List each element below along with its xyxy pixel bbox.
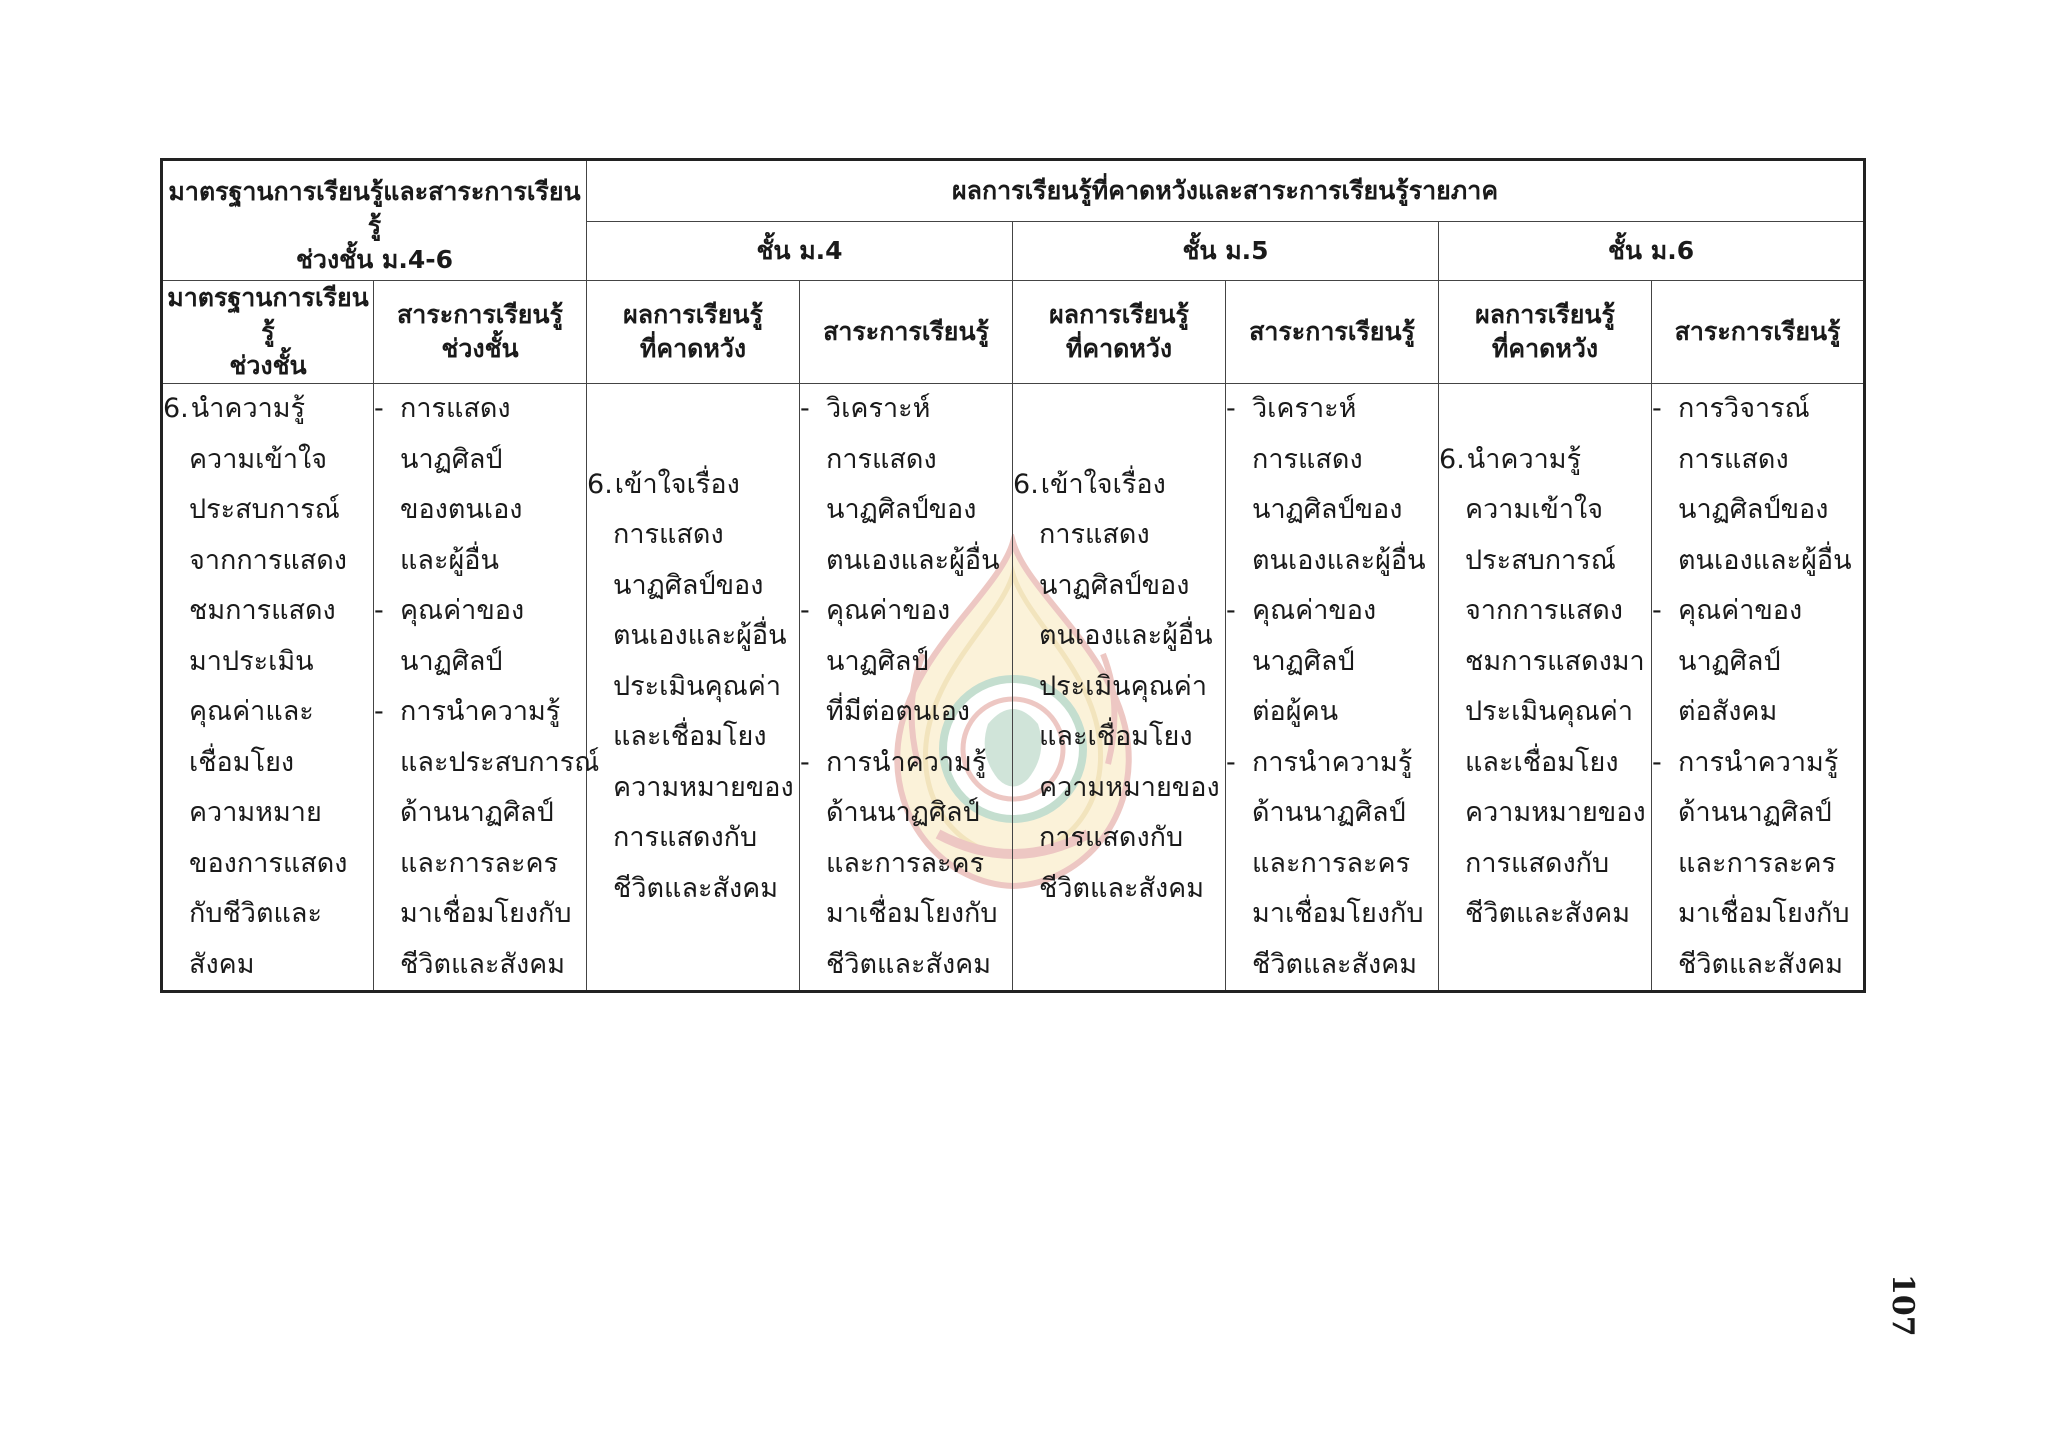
bullet-item	[1226, 586, 1438, 738]
subheader-standard	[162, 281, 374, 384]
subheader-m6-content: สาระการเรียนรู้	[1652, 281, 1865, 384]
item-line	[1013, 460, 1225, 511]
bullet-marker: -	[1652, 595, 1662, 626]
header-expected-outcomes: ผลการเรียนรู้ที่คาดหวังและสาระการเรียนรู้รายภาค	[587, 160, 1865, 222]
bullet-line: การแสดง	[400, 393, 511, 424]
bullet-line: การแสดง	[1678, 443, 1789, 475]
bullet-line: นาฏศิลป์	[400, 645, 503, 677]
bullet-line: การวิจารณ์	[1678, 393, 1810, 424]
bullet-marker: -	[1652, 746, 1662, 778]
bullet-line: การนำความรู้	[400, 696, 561, 727]
subheader-m5-content: สาระการเรียนรู้	[1226, 281, 1439, 384]
bullet-line: คุณค่าของ	[826, 595, 951, 626]
item-text: เข้าใจเรื่อง	[1040, 468, 1166, 500]
subheader-outcome-line-2: ที่คาดหวัง	[1491, 334, 1599, 363]
bullet-line: ของตนเอง	[400, 494, 523, 525]
bullet-marker: -	[800, 595, 810, 626]
bullet-line: ที่มีต่อตนเอง	[826, 696, 970, 727]
bullet-item	[374, 687, 600, 990]
bullet-line: ชีวิตและสังคม	[400, 948, 565, 980]
bullet-line: ด้านนาฏศิลป์	[826, 797, 980, 828]
subheader-m4-content: สาระการเรียนรู้	[800, 281, 1013, 384]
bullet-marker: -	[1652, 393, 1662, 424]
bullet-line: ชีวิตและสังคม	[1252, 948, 1418, 980]
header-grade-m4: ชั้น ม.4	[587, 222, 1013, 281]
bullet-line: นาฏศิลป์	[1252, 645, 1355, 677]
bullet-line: มาเชื่อมโยงกับ	[400, 898, 572, 929]
item-line: ประสบการณ์	[1465, 544, 1616, 576]
bullet-marker: -	[800, 746, 810, 778]
bullet-item	[1226, 738, 1438, 991]
bullet-line: มาเชื่อมโยงกับ	[1678, 898, 1850, 929]
bullet-line: ต่อผู้คน	[1252, 696, 1339, 727]
item-line: ความหมายของ	[613, 771, 794, 803]
bullet-line: การนำความรู้	[1678, 746, 1839, 778]
subheader-content-range-line-1: สาระการเรียนรู้	[397, 300, 563, 329]
page-number: 107	[1885, 1274, 1920, 1337]
cell-m5-content	[1226, 384, 1439, 992]
item-text: นำความรู้	[1466, 443, 1582, 475]
subheader-m6-outcome	[1439, 281, 1652, 384]
bullet-line: การนำความรู้	[1252, 746, 1413, 778]
bullet-line: ชีวิตและสังคม	[1678, 948, 1844, 980]
item-number: 6.	[587, 468, 613, 500]
header-standards-content	[162, 160, 587, 281]
subheader-outcome-line-1: ผลการเรียนรู้	[1475, 300, 1615, 329]
item-line: การแสดงกับ	[1465, 847, 1610, 879]
item-line: นาฏศิลป์ของ	[613, 569, 764, 601]
item-line: ของการแสดง	[189, 847, 348, 879]
bullet-line: มาเชื่อมโยงกับ	[826, 898, 998, 929]
bullet-marker: -	[1226, 595, 1236, 626]
bullet-line: มาเชื่อมโยงกับ	[1252, 898, 1424, 929]
bullet-line: ตนเองและผู้อื่น	[1252, 544, 1426, 576]
item-line	[587, 460, 799, 511]
cell-m5-outcome	[1013, 384, 1226, 992]
bullet-line: นาฏศิลป์ของ	[1678, 494, 1829, 525]
cell-m4-outcome	[587, 384, 800, 992]
bullet-marker: -	[374, 595, 384, 626]
header-row-1	[162, 160, 1865, 222]
subheader-outcome-line-1: ผลการเรียนรู้	[623, 300, 763, 329]
bullet-line: ตนเองและผู้อื่น	[1678, 544, 1852, 576]
item-line: ความหมายของ	[1039, 771, 1220, 803]
subheader-m5-outcome	[1013, 281, 1226, 384]
subheader-m4-outcome	[587, 281, 800, 384]
bullet-line: ต่อสังคม	[1678, 696, 1778, 727]
item-line: ตนเองและผู้อื่น	[613, 620, 787, 652]
bullet-line: การแสดง	[826, 443, 937, 475]
item-line: สังคม	[189, 948, 255, 980]
item-text: เข้าใจเรื่อง	[614, 468, 740, 500]
item-line: ชีวิตและสังคม	[1039, 872, 1205, 904]
item-line: ประเมินคุณค่า	[1465, 696, 1633, 727]
header-grade-m5: ชั้น ม.5	[1013, 222, 1439, 281]
curriculum-table	[160, 158, 1866, 993]
bullet-marker: -	[374, 696, 384, 727]
subheader-outcome-line-2: ที่คาดหวัง	[639, 334, 747, 363]
subheader-standard-line-1: มาตรฐานการเรียนรู้	[167, 283, 369, 346]
bullet-line: วิเคราะห์	[826, 393, 931, 424]
item-number: 6.	[1013, 468, 1039, 500]
bullet-item	[1652, 586, 1863, 738]
subheader-outcome-line-1: ผลการเรียนรู้	[1049, 300, 1189, 329]
subheader-outcome-line-2: ที่คาดหวัง	[1065, 334, 1173, 363]
bullet-item	[1652, 738, 1863, 991]
bullet-line: คุณค่าของ	[1252, 595, 1377, 626]
item-line: ชีวิตและสังคม	[1465, 898, 1631, 929]
item-line: และเชื่อมโยง	[613, 721, 767, 753]
bullet-item	[800, 738, 1012, 991]
cell-content-range	[374, 384, 600, 992]
item-line	[1439, 435, 1651, 486]
item-line	[163, 384, 373, 435]
bullet-item	[374, 384, 586, 586]
bullet-marker: -	[1226, 746, 1236, 778]
item-line: และเชื่อมโยง	[1465, 746, 1619, 778]
bullet-text	[826, 586, 970, 738]
item-number: 6.	[1439, 443, 1465, 475]
bullet-item	[1652, 384, 1863, 586]
bullet-line: นาฏศิลป์	[826, 645, 929, 677]
bullet-line: การนำความรู้	[826, 746, 987, 778]
bullet-text	[1252, 586, 1376, 738]
cell-m6-content	[1652, 384, 1865, 992]
bullet-line: ชีวิตและสังคม	[826, 948, 992, 980]
item-line: เชื่อมโยง	[189, 746, 295, 778]
subheader-standard-line-2: ช่วงชั้น	[229, 351, 307, 380]
bullet-line: นาฏศิลป์	[1678, 645, 1781, 677]
item-number: 6.	[163, 393, 189, 424]
numbered-item	[163, 384, 373, 990]
bullet-line: ด้านนาฏศิลป์	[1678, 797, 1832, 828]
bullet-marker: -	[800, 393, 810, 424]
item-line: ชีวิตและสังคม	[613, 872, 779, 904]
item-line: นาฏศิลป์ของ	[1039, 569, 1190, 601]
bullet-text	[1678, 384, 1852, 586]
header-standards-line-1: มาตรฐานการเรียนรู้และสาระการเรียนรู้	[168, 176, 581, 240]
item-line: ประสบการณ์	[189, 494, 340, 525]
bullet-item	[374, 586, 586, 687]
bullet-item	[1226, 384, 1438, 586]
body-row	[162, 384, 1865, 992]
item-line: ความเข้าใจ	[189, 443, 328, 475]
bullet-line: ตนเองและผู้อื่น	[826, 544, 1000, 576]
bullet-text	[1678, 738, 1850, 991]
bullet-text	[400, 586, 524, 687]
item-line: กับชีวิตและ	[189, 898, 322, 929]
bullet-marker: -	[374, 393, 384, 424]
bullet-text	[1252, 384, 1426, 586]
bullet-line: คุณค่าของ	[1678, 595, 1803, 626]
cell-standard	[162, 384, 374, 992]
cell-m4-content	[800, 384, 1013, 992]
bullet-line: และผู้อื่น	[400, 544, 499, 576]
bullet-line: และการละคร	[1252, 847, 1411, 879]
item-line: ความหมายของ	[1465, 797, 1646, 828]
bullet-line: และประสบการณ์	[400, 746, 600, 778]
header-row-3	[162, 281, 1865, 384]
item-line: ประเมินคุณค่า	[1039, 670, 1207, 702]
bullet-line: นาฏศิลป์	[400, 443, 503, 475]
bullet-item	[800, 586, 1012, 738]
numbered-item	[587, 460, 799, 915]
subheader-content-range	[374, 281, 587, 384]
item-line: ชมการแสดงมา	[1465, 645, 1645, 677]
item-line: และเชื่อมโยง	[1039, 721, 1193, 753]
item-line: มาประเมิน	[189, 645, 314, 677]
bullet-line: ด้านนาฏศิลป์	[400, 797, 554, 828]
bullet-text	[1678, 586, 1802, 738]
bullet-line: และการละคร	[1678, 847, 1837, 879]
bullet-line: และการละคร	[826, 847, 985, 879]
item-line: คุณค่าและ	[189, 696, 314, 727]
item-line: ชมการแสดง	[189, 595, 336, 626]
bullet-line: และการละคร	[400, 847, 559, 879]
cell-m6-outcome	[1439, 384, 1652, 992]
item-line: ความหมาย	[189, 797, 322, 828]
item-line: การแสดง	[1039, 519, 1150, 551]
numbered-item	[1439, 435, 1651, 940]
item-line: การแสดงกับ	[1039, 822, 1184, 854]
bullet-line: คุณค่าของ	[400, 595, 525, 626]
item-line: การแสดง	[613, 519, 724, 551]
bullet-marker: -	[1226, 393, 1236, 424]
bullet-text	[1252, 738, 1424, 991]
item-line: จากการแสดง	[1465, 595, 1623, 626]
bullet-text	[826, 384, 1000, 586]
item-line: จากการแสดง	[189, 544, 347, 576]
bullet-line: นาฏศิลป์ของ	[826, 494, 977, 525]
header-standards-line-2: ช่วงชั้น ม.4-6	[295, 244, 454, 274]
item-line: ตนเองและผู้อื่น	[1039, 620, 1213, 652]
bullet-text	[826, 738, 998, 991]
bullet-line: การแสดง	[1252, 443, 1363, 475]
header-grade-m6: ชั้น ม.6	[1439, 222, 1865, 281]
item-text: นำความรู้	[190, 393, 306, 424]
bullet-item	[800, 384, 1012, 586]
bullet-line: นาฏศิลป์ของ	[1252, 494, 1403, 525]
bullet-text	[400, 687, 599, 990]
item-line: ความเข้าใจ	[1465, 494, 1604, 525]
numbered-item	[1013, 460, 1225, 915]
subheader-content-range-line-2: ช่วงชั้น	[441, 334, 519, 363]
bullet-line: วิเคราะห์	[1252, 393, 1357, 424]
item-line: การแสดงกับ	[613, 822, 758, 854]
item-line: ประเมินคุณค่า	[613, 670, 781, 702]
bullet-line: ด้านนาฏศิลป์	[1252, 797, 1406, 828]
bullet-text	[400, 384, 522, 586]
